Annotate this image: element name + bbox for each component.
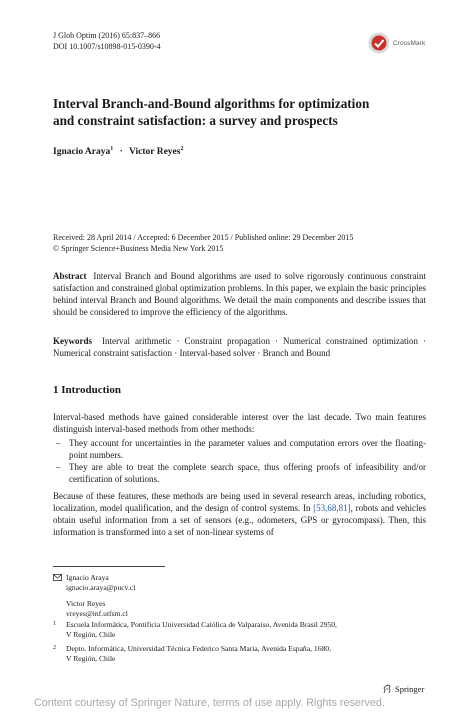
keywords	[53, 335, 426, 359]
section-number: 1	[53, 384, 59, 396]
contact-footnote	[53, 573, 433, 619]
list-item-text: They account for uncertainties in the parameter values and computation errors over the floating-point numbers.	[69, 438, 426, 460]
paper-title	[53, 95, 423, 129]
affiliation-footnote	[53, 644, 433, 664]
section-title: Introduction	[61, 384, 121, 396]
citation-link[interactable]: [53,68,81]	[313, 503, 351, 513]
affiliation-text: Depto. Informática, Universidad Técnica Federico Santa María, Avenida España, 1680,	[66, 644, 331, 653]
keywords-text: Interval arithmetic · Constraint propagation · Numerical constrained optimization · Numerical constraint satisfaction · Interval-based solver · Branch and Bound	[53, 336, 427, 358]
crossmark-label: CrossMark	[393, 39, 426, 47]
journal-citation: J Glob Optim (2016) 65:837–866	[53, 31, 161, 40]
paragraph-text: Because of these features, these methods are being used in several research areas, including robotics, localization, model qualification, and the design of control systems. In	[53, 491, 426, 513]
crossmark-icon	[368, 32, 390, 54]
affiliation-text: Escuela Informática, Pontificia Universidad Católica de Valparaíso, Avenida Brasil 2950,	[66, 620, 337, 629]
paragraph-text: , robots and vehicles obtain useful information from a set of sensors (e.g., odometers, GPS or gyrocompass). Then, this information is transformed into a set of non-linear systems of	[53, 503, 426, 537]
envelope-icon	[53, 574, 62, 581]
affiliation-text: V Región, Chile	[66, 630, 116, 639]
author-list	[53, 146, 183, 157]
crossmark-badge[interactable]	[368, 30, 428, 56]
affiliation-text: V Región, Chile	[66, 654, 116, 663]
publisher-logo	[382, 684, 424, 694]
intro-paragraph-2	[53, 490, 426, 538]
list-item: – They are able to treat the complete search space, thus offering proofs of infeasibility and/or certification of solutions.	[56, 462, 426, 484]
history-dates: Received: 28 April 2014 / Accepted: 6 December 2015 / Published online: 29 December 2015	[53, 233, 354, 242]
title-line: Interval Branch-and-Bound algorithms for optimization	[53, 96, 370, 111]
list-item: – They account for uncertainties in the parameter values and computation errors over the floating-point numbers.	[56, 438, 426, 460]
contact-email[interactable]: vreyes@inf.utfsm.cl	[66, 609, 128, 618]
feature-list	[53, 437, 426, 485]
publisher-name: Springer	[395, 684, 425, 694]
springer-horse-icon	[382, 684, 392, 694]
footnote-rule	[53, 566, 165, 567]
affiliation-footnote	[53, 620, 433, 640]
courtesy-watermark: Content courtesy of Springer Nature, terms of use apply. Rights reserved.	[34, 697, 385, 709]
title-line: and constraint satisfaction: a survey and prospects	[53, 113, 338, 128]
author-name: Ignacio Araya	[53, 147, 111, 158]
abstract-label: Abstract	[53, 271, 87, 281]
author-separator: ·	[119, 147, 123, 158]
abstract	[53, 270, 426, 318]
doi: DOI 10.1007/s10898-015-0390-4	[53, 42, 161, 51]
copyright: © Springer Science+Business Media New York 2015	[53, 244, 224, 253]
list-item-text: They are able to treat the complete search space, thus offering proofs of infeasibility and/or certification of solutions.	[69, 462, 426, 484]
author-affiliation-mark: 2	[180, 146, 184, 152]
section-heading	[53, 384, 121, 396]
publication-dates	[53, 232, 433, 254]
intro-paragraph: Interval-based methods have gained considerable interest over the last decade. Two main features distinguish interval-based methods from other methods:	[53, 412, 426, 434]
contact-name: Ignacio Araya	[66, 573, 109, 582]
keywords-label: Keywords	[53, 336, 92, 346]
author-affiliation-mark: 1	[110, 146, 114, 152]
contact-email[interactable]: ignacio.araya@pucv.cl	[66, 583, 136, 592]
author-name: Victor Reyes	[129, 147, 181, 158]
journal-header	[53, 30, 161, 52]
affiliation-number: 1	[53, 621, 56, 627]
affiliation-number: 2	[53, 645, 56, 651]
contact-name: Victor Reyes	[66, 599, 106, 608]
abstract-text: Interval Branch and Bound algorithms are used to solve rigorously continuous constraint satisfaction and constrained global optimization problems. In this paper, we explain the basic principles behind interval Branch and Bound algorithms. We detail the main components and describe issues that should be considered to improve the efficiency of the algorithms.	[53, 271, 427, 317]
